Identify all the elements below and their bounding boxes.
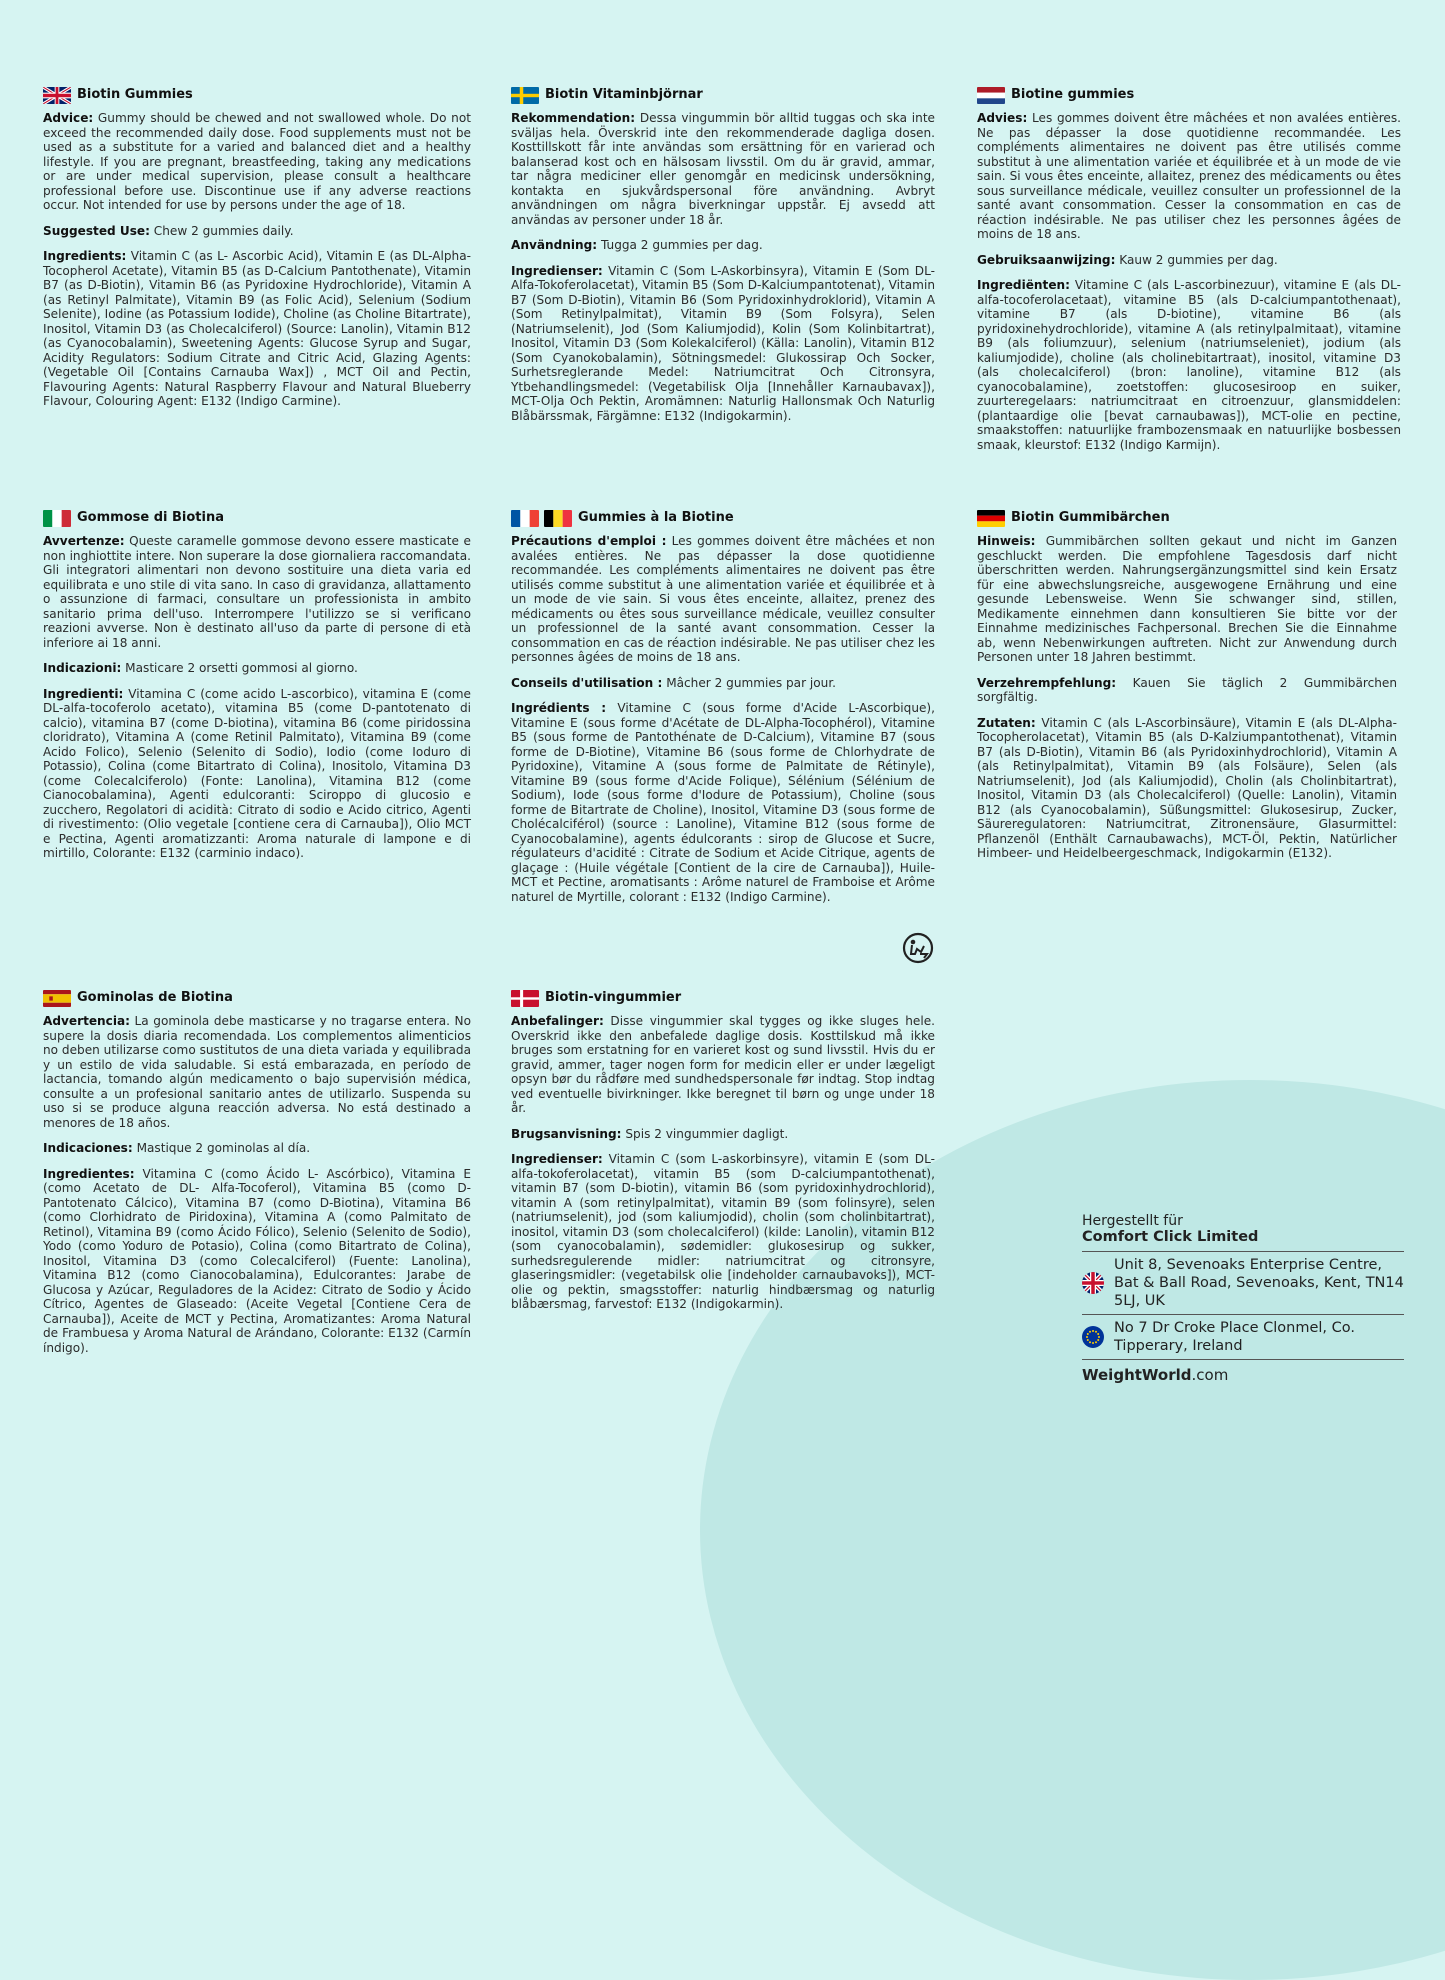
suggested-use-paragraph: Conseils d'utilisation : Mâcher 2 gummies par jour. xyxy=(511,675,837,690)
panel-title: Biotin Gummibärchen xyxy=(977,509,1397,527)
panel-title: Biotine gummies xyxy=(977,86,1401,104)
ingredients-paragraph: Ingrédients : Vitamine C (sous forme d'Acide L-Ascorbique), Vitamine E (sous forme d'Acétate de DL-Alpha-Tocophérol), Vitamine B5 (sous forme de Pantothénate de D-Calcium), Vitamine B7 (sous forme de D-Biotine), Vitamine B6 (sous forme de Chlorhydrate de Pyridoxine), Vitamine A (sous forme de Palmitate de Rétinyle), Vitamine B9 (sous forme d'Acide Folique), Sélénium (Sélénium de Sodium), Iode (sous forme d'Iodure de Potassium), Choline (sous forme de Bitartrate de Choline), Inositol, Vitamine D3 (sous forme de Cholécalciférol) (source : Lanoline), Vitamine B12 (sous forme de Cyanocobalamine), agents édulcorants : sirop de Glucose et Sucre, régulateurs d'acidité : Citrate de Sodium et Acide Citrique, agents de glaçage : (Huile végétale [Contient de la cire de Carnauba]), Huile-MCT et Pectine, aromatisants : Arôme naturel de Framboise et Arôme naturel de Myrtille, colorant : E132 (Indigo Carmine). xyxy=(511,701,935,904)
uk-round-flag-icon xyxy=(1082,1272,1104,1294)
website-label: WeightWorld.com xyxy=(1082,1359,1404,1384)
netherlands-flag-icon xyxy=(977,87,1005,104)
panel-spanish xyxy=(43,989,471,1366)
advice-paragraph: Advertencia: La gominola debe masticarse y no tragarse entera. No supere la dosis diaria recomendada. Los complementos alimenticios no deben utilizarse como sustitutos de una dieta variada y equilibrada y un estilo de vida saludable. Si está embarazada, en período de lactancia, tomando algún medicamento o bajo supervisión médica, consulte a un profesional sanitario antes de utilizarlo. Suspenda su uso si se produce alguna reacción adversa. No está destinado a menores de 18 años. xyxy=(43,1014,471,1130)
panel-title: Gommose di Biotina xyxy=(43,509,471,527)
belgium-flag-icon xyxy=(544,510,572,527)
advice-paragraph: Avvertenze: Queste caramelle gommose devono essere masticate e non inghiottite intere. Non superare la dose giornaliera raccomandata. Gli integratori alimentari non devono sostituire una dieta varia ed equilibrata e uno stile di vita sano. In caso di gravidanza, allattamento o assunzione di farmaci, consultare un professionista in ambito sanitario prima dell'uso. Interrompere l'utilizzo se si verificano reazioni avverse. Non è destinato all'uso da parte di persone di età inferiore ai 18 anni. xyxy=(43,534,471,650)
panel-title: Biotin-vingummier xyxy=(511,989,935,1007)
panel-dutch xyxy=(977,86,1401,463)
panel-danish xyxy=(511,989,935,1323)
suggested-use-paragraph: Användning: Tugga 2 gummies per dag. xyxy=(511,238,763,252)
panel-title: Gummies à la Biotine xyxy=(511,509,935,527)
panel-title: Gominolas de Biotina xyxy=(43,989,471,1007)
ingredients-paragraph: Zutaten: Vitamin C (als L-Ascorbinsäure), Vitamin E (als DL-Alpha-Tocopherolacetat), Vitamin B5 (als D-Kalziumpantothenat), Vitamin B7 (als D-Biotin), Vitamin B6 (als Pyridoxinhydrochlorid), Vitamin A (als Retinylpalmitat), Vitamin B9 (als Folsäure), Selen (als Natriumselenit), Jod (als Kaliumjodid), Cholin (als Cholinbitartrat), Inositol, Vitamin D3 (als Cholecalciferol) (Quelle: Lanolin), Vitamin B12 (als Cyanocobalamin), Süßungsmittel: Glukosesirup, Zucker, Säureregulatoren: Natriumcitrat, Zitronensäure, Glasurmittel: Pflanzenöl (Enthält Carnaubawachs), MCT-Öl, Pektin, Natürlicher Himbeer- und Heidelbeergeschmack, Indigokarmin (E132). xyxy=(977,715,1397,860)
triman-recycling-icon xyxy=(902,932,934,964)
denmark-flag-icon xyxy=(511,990,539,1007)
panel-title: Biotin Gummies xyxy=(43,86,471,104)
germany-flag-icon xyxy=(977,510,1005,527)
uk-flag-icon xyxy=(43,87,71,104)
ingredients-paragraph: Ingrediënten: Vitamine C (als L-ascorbinezuur), vitamine E (als DL-alfa-tocoferolacetaat), vitamine B5 (als D-calciumpantothenaat), vitamine B7 (als D-biotine), vitamine B6 (als pyridoxinehydrochloride), vitamine A (als retinylpalmitaat), vitamine B9 (als foliumzuur), selenium (natriumseleniet), jodium (als kaliumjodide), choline (als cholinebitartraat), inositol, vitamine D3 (als cholecalciferol) (bron: lanoline), vitamine B12 (als cyanocobalamine), zoetstoffen: glucosesiroop en suiker, zuurteregelaars: natriumcitraat en citroenzuur, glansmiddelen: (plantaardige olie [bevat carnaubawas]), MCT-olie en pectine, smaakstoffen: natuurlijke frambozensmaak en natuurlijke bosbessen smaak, kleurstof: E132 (Indigo Karmijn). xyxy=(977,278,1401,452)
ingredients-paragraph: Ingredienser: Vitamin C (Som L-Askorbinsyra), Vitamin E (Som DL-Alfa-Tokoferolacetat), Vitamin B5 (Som D-Kalciumpantotenat), Vitamin B7 (Som D-Biotin), Vitamin B6 (Som Pyridoxinhydroklorid), Vitamin A (Som Retinylpalmitat), Vitamin B9 (Som Folsyra), Selen (Natriumselenit), Jod (Som Kaliumjodid), Kolin (Som Kolinbitartrat), Inositol, Vitamin D3 (Som Kolekalciferol) (Källa: Lanolin), Vitamin B12 (Som Cyanokobalamin), Sötningsmedel: Glukossirap Och Socker, Surhetsreglerande Medel: Natriumcitrat Och Citronsyra, Ytbehandlingsmedel: (Vegetabilisk Olja [Innehåller Karnaubavax]), MCT-Olja Och Pektin, Aromämnen: Naturlig Hallonsmak Och Naturlig Blåbärssmak, Färgämne: E132 (Indigokarmin). xyxy=(511,263,935,423)
suggested-use-paragraph: Verzehrempfehlung: Kauen Sie täglich 2 Gummibärchen sorgfältig. xyxy=(977,675,1397,704)
advice-paragraph: Advies: Les gommes doivent être mâchées et non avalées entières. Ne pas dépasser la dose quotidienne recommandée. Les compléments alimentaires ne doivent pas être utilisés comme substitut à une alimentation variée et équilibrée et à un mode de vie sain. Si vous êtes enceinte, allaitez, prenez des médicaments ou êtes sous surveillance médicale, veuillez consulter un professionnel de la santé avant consommation. Cesser la consommation en cas de réaction indésirable. Ne pas utiliser chez les personnes âgées de moins de 18 ans. xyxy=(977,111,1401,241)
spain-flag-icon xyxy=(43,990,71,1007)
advice-paragraph: Advice: Gummy should be chewed and not swallowed whole. Do not exceed the recommended daily dose. Food supplements must not be used as a substitute for a varied and balanced diet and a healthy lifestyle. If you are pregnant, breastfeeding, taking any medications or are under medical supervision, please consult a healthcare professional before use. Discontinue use if any adverse reactions occur. Not intended for use by persons under the age of 18. xyxy=(43,111,471,212)
ingredients-paragraph: Ingredienser: Vitamin C (som L-askorbinsyre), vitamin E (som DL-alfa-tokoferolacetat), vitamin B5 (som D-calciumpantothenat), vitamin B7 (som D-biotin), vitamin B6 (som pyridoxinhydrochlorid), vitamin A (som retinylpalmitat), vitamin B9 (som folinsyre), selen (natriumselenit), jod (som kaliumjodid), cholin (som cholinbitartrat), inositol, vitamin D3 (som cholecalciferol) (kilde: Lanolin), vitamin B12 (som cyanocobalamin), sødemidler: glukosesirup og sukker, surhedsregulerende midler: natriumcitrat og citronsyre, glaseringsmidler: (vegetabilsk olie [indeholder carnaubavoks]), MCT-olie og pektin, smagsstoffer: naturlig hindbærsmag og naturlig blåbærsmag, farvestof: E132 (Indigokarmin). xyxy=(511,1152,935,1311)
panel-italian xyxy=(43,509,471,872)
panel-german xyxy=(977,509,1397,872)
france-flag-icon xyxy=(511,510,539,527)
ingredients-paragraph: Ingredientes: Vitamina C (como Ácido L- Ascórbico), Vitamina E (como Acetato de DL- Alfa-Tocoferol), Vitamina B5 (como D-Pantotenato Cálcico), Vitamina B7 (como D-Biotina), Vitamina B6 (como Clorhidrato de Piridoxina), Vitamina A (como Palmitato de Retinol), Vitamina B9 (como Ácido Fólico), Selenio (Selenito de Sodio), Yodo (como Yoduro de Potasio), Colina (como Bitartrato de Colina), Inositol, Vitamina D3 (como Colecalciferol) (Fuente: Lanolina), Vitamina B12 (como Cianocobalamina), Edulcorantes: Jarabe de Glucosa y Azúcar, Reguladores de la Acidez: Citrato de Sodio y Ácido Cítrico, Agentes de Glaseado: (Aceite Vegetal [Contiene Cera de Carnauba]), Aceite de MCT y Pectina, Aromatizantes: Aroma Natural de Frambuesa y Aroma Natural de Arándano, Colorante: E132 (Carmín índigo). xyxy=(43,1166,471,1355)
eu-round-flag-icon xyxy=(1082,1326,1104,1348)
panel-english xyxy=(43,86,471,420)
uk-address-row: Unit 8, Sevenoaks Enterprise Centre, Bat & Ball Road, Sevenoaks, Kent, TN14 5LJ, UK xyxy=(1082,1251,1404,1314)
ingredients-paragraph: Ingredients: Vitamin C (as L- Ascorbic Acid), Vitamin E (as DL-Alpha-Tocopherol Acetate), Vitamin B5 (as D-Calcium Pantothenate), Vitamin B7 (as D-Biotin), Vitamin B6 (as Pyridoxine Hydrochloride), Vitamin A (as Retinyl Palmitate), Vitamin B9 (as Folic Acid), Selenium (Sodium Selenite), Iodine (as Potassium Iodide), Choline (as Choline Bitartrate), Inositol, Vitamin D3 (as Cholecalciferol) (Source: Lanolin), Vitamin B12 (as Cyanocobalamin), Sweetening Agents: Glucose Syrup and Sugar, Acidity Regulators: Sodium Citrate and Citric Acid, Glazing Agents: (Vegetable Oil [Contains Carnauba Wax]) , MCT Oil and Pectin, Flavouring Agents: Natural Raspberry Flavour and Natural Blueberry Flavour, Colouring Agent: E132 (Indigo Carmine). xyxy=(43,249,471,408)
advice-paragraph: Rekommendation: Dessa vingummin bör alltid tuggas och ska inte sväljas hela. Överskrid inte den rekommenderade dagliga dosen. Kosttillskott får inte användas som ersättning för en varierad och balanserad kost och en hälsosam livsstil. Om du är gravid, ammar, tar några mediciner eller genomgår en medicinsk undersökning, kontakta en sjukvårdspersonal före användning. Avbryt användningen om några biverkningar uppstår. Ej avsedd att användas av personer under 18 år. xyxy=(511,111,935,227)
suggested-use-paragraph: Indicaciones: Mastique 2 gominolas al día. xyxy=(43,1141,311,1155)
advice-paragraph: Précautions d'emploi : Les gommes doivent être mâchées et non avalées entières. Ne pas dépasser la dose quotidienne recommandée. Les compléments alimentaires ne doivent pas être utilisés comme substitut à une alimentation variée et équilibrée et à un mode de vie sain. Si vous êtes enceinte, allaitez, prenez des médicaments ou êtes sous surveillance médicale, veuillez consulter un professionnel de la santé avant consommation. Cesser la consommation en cas de réaction indésirable. Ne pas utiliser chez les personnes âgées de moins de 18 ans. xyxy=(511,534,935,664)
sweden-flag-icon xyxy=(511,87,539,104)
manufacturer-info: Hergestellt für Comfort Click Limited Unit 8, Sevenoaks Enterprise Centre, Bat & Ball Road, Sevenoaks, Kent, TN14 5LJ, UK No 7 Dr Croke Place Clonmel, Co. Tipperary, Ireland WeightWorld.com xyxy=(1082,1213,1404,1384)
suggested-use-paragraph: Gebruiksaanwijzing: Kauw 2 gummies per dag. xyxy=(977,252,1278,267)
suggested-use-paragraph: Indicazioni: Masticare 2 orsetti gommosi al giorno. xyxy=(43,661,358,675)
eu-address-row: No 7 Dr Croke Place Clonmel, Co. Tipperary, Ireland xyxy=(1082,1314,1404,1359)
italy-flag-icon xyxy=(43,510,71,527)
suggested-use-paragraph: Suggested Use: Chew 2 gummies daily. xyxy=(43,223,294,238)
advice-paragraph: Anbefalinger: Disse vingummier skal tygges og ikke sluges hele. Overskrid ikke den anbefalede daglige dosis. Kosttilskud må ikke bruges som erstatning for en varieret kost og sund livsstil. Hvis du er gravid, ammer, tager nogen form for medicin eller er under lægeligt opsyn bør du rådføre med sundhedspersonale før indtag. Stop indtag ved eventuelle bivirkninger. Ikke beregnet til børn og unge under 18 år. xyxy=(511,1014,935,1115)
panel-title: Biotin Vitaminbjörnar xyxy=(511,86,935,104)
panel-swedish xyxy=(511,86,935,434)
advice-paragraph: Hinweis: Gummibärchen sollten gekaut und nicht im Ganzen geschluckt werden. Die empfohlene Tagesdosis darf nicht überschritten werden. Nahrungsergänzungsmittel sind kein Ersatz für eine abwechslungsreiche, ausgewogene Ernährung und eine gesunde Lebensweise. Wenn Sie schwanger sind, stillen, Medikamente einnehmen dann konsultieren Sie bitte vor der Einnahme medizinisches Fachpersonal. Brechen Sie die Einnahme ab, wenn Nebenwirkungen auftreten. Nicht zur Anwendung durch Personen unter 18 Jahren bestimmt. xyxy=(977,534,1397,664)
panel-french xyxy=(511,509,935,915)
ingredients-paragraph: Ingredienti: Vitamina C (come acido L-ascorbico), vitamina E (come DL-alfa-tocoferolo acetato), vitamina B5 (come D-pantotenato di calcio), vitamina B7 (come D-biotina), vitamina B6 (come piridossina cloridrato), Vitamina A (come Retinil Palmitato), Vitamina B9 (come Acido Folico), Selenio (Selenito di Sodio), Iodio (come Ioduro di Potassio), Colina (come Bitartrato di Colina), Inositolo, Vitamina D3 (come Colecalciferolo) (Fonte: Lanolina), Vitamina B12 (come Cianocobalamina), Agenti edulcoranti: Sciroppo di glucosio e zucchero, Regolatori di acidità: Citrato di sodio e Acido citrico, Agenti di rivestimento: (Olio vegetale [contiene cera di Carnauba]), Olio MCT e Pectina, Agenti aromatizzanti: Aroma naturale di lampone e di mirtillo, Colorante: E132 (carminio indaco). xyxy=(43,686,471,860)
suggested-use-paragraph: Brugsanvisning: Spis 2 vingummier dagligt. xyxy=(511,1126,789,1141)
